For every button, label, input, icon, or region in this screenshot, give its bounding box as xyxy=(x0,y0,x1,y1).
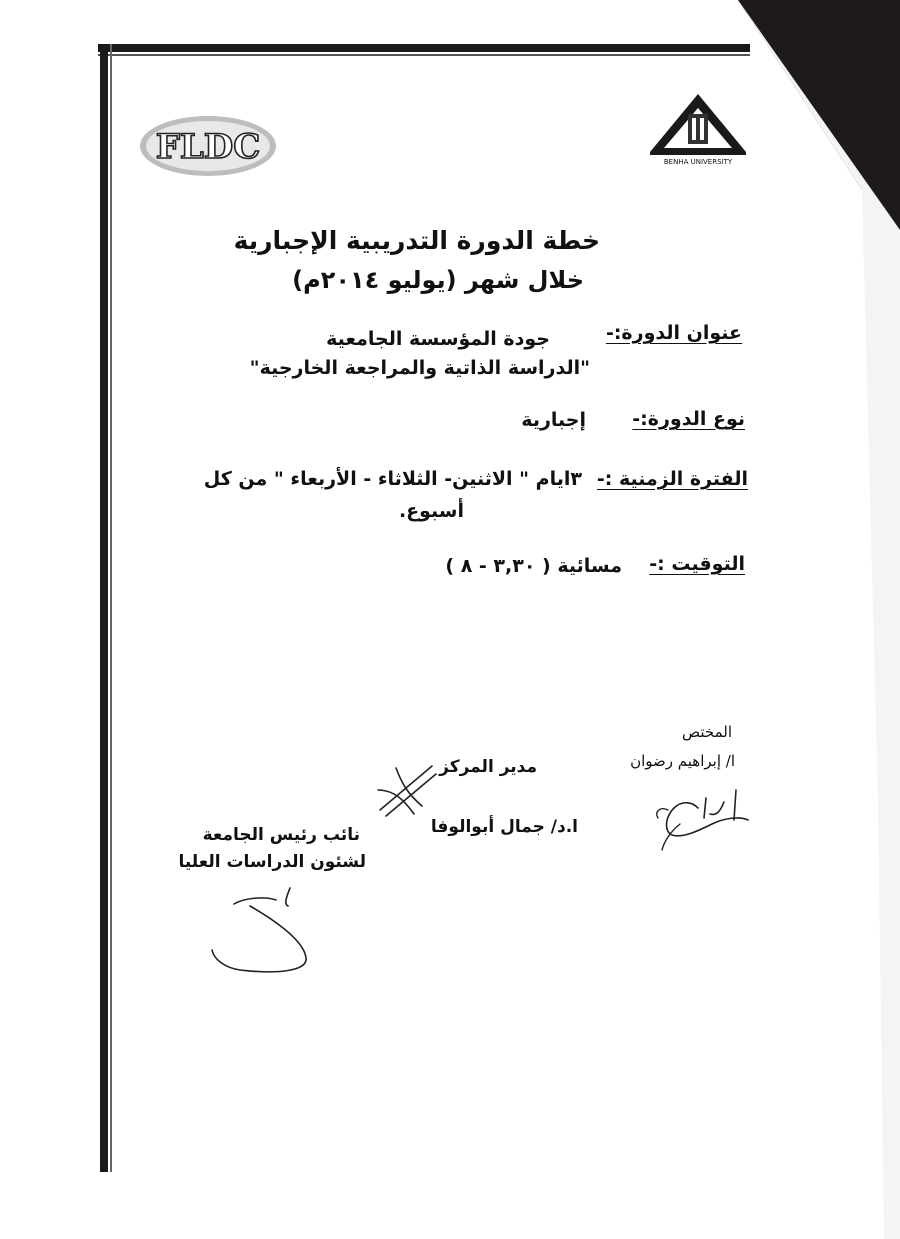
director-name: ا.د/ جمال أبوالوفا xyxy=(430,817,578,837)
course-title-value: جودة المؤسسة الجامعية xyxy=(326,328,550,350)
timing-value: مسائية ( ٣,٣٠ - ٨ ) xyxy=(445,555,622,577)
specialist-signature xyxy=(640,780,760,855)
period-value: ٣ايام " الاثنين- الثلاثاء - الأربعاء " من كل xyxy=(203,468,582,490)
course-type-label: نوع الدورة:- xyxy=(632,408,745,430)
director-title: مدير المركز xyxy=(439,757,537,777)
course-type-value: إجبارية xyxy=(521,409,586,431)
director-signature xyxy=(374,760,444,820)
border-left-inner xyxy=(110,44,112,1172)
plan-subtitle: خلال شهر (يوليو ٢٠١٤م) xyxy=(292,266,584,294)
svg-text:FLDC: FLDC xyxy=(155,127,261,167)
benha-university-logo xyxy=(642,90,754,168)
course-title-label: عنوان الدورة:- xyxy=(605,322,742,344)
border-top-inner xyxy=(98,54,750,56)
period-label: الفترة الزمنية :- xyxy=(596,468,748,490)
svg-text:BENHA UNIVERSITY: BENHA UNIVERSITY xyxy=(663,158,733,166)
vice-president-signature xyxy=(204,880,324,980)
border-left xyxy=(100,44,108,1172)
border-top xyxy=(98,44,750,52)
vice-president-title: نائب رئيس الجامعة xyxy=(202,825,360,845)
course-title-subvalue: "الدراسة الذاتية والمراجعة الخارجية" xyxy=(249,357,590,379)
fldc-logo xyxy=(136,110,280,182)
specialist-title: المختص xyxy=(682,723,732,741)
vice-president-office: لشئون الدراسات العليا xyxy=(178,852,366,872)
period-value-continued: أسبوع. xyxy=(398,500,464,522)
timing-label: التوقيت :- xyxy=(649,553,745,575)
plan-title: خطة الدورة التدريبية الإجبارية xyxy=(233,226,600,255)
specialist-name: ا/ إبراهيم رضوان xyxy=(630,752,735,770)
